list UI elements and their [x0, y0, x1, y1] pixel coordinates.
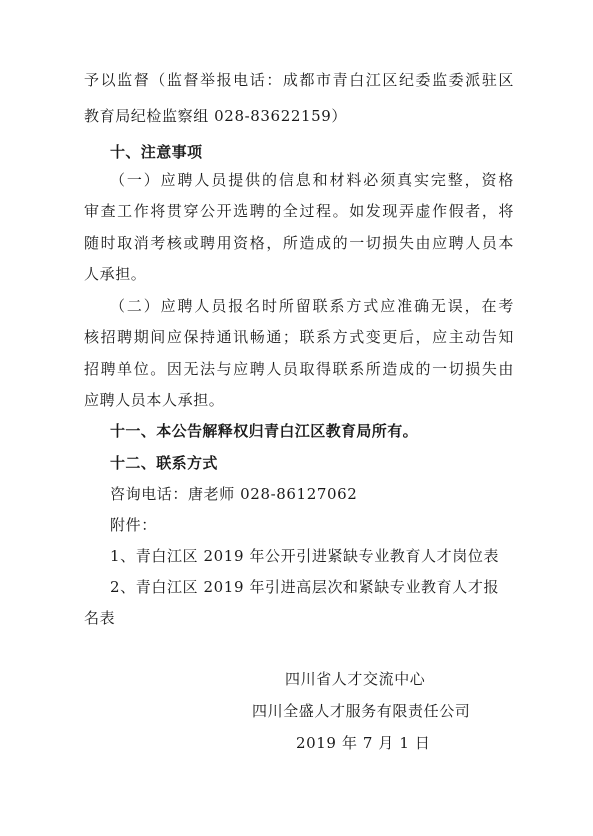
signature-org-2: 四川全盛人才服务有限责任公司 [252, 702, 471, 720]
paragraph-line: 随时取消考核或聘用资格，所造成的一切损失由应聘人员本 [84, 234, 514, 252]
contact-phone: 咨询电话：唐老师 028-86127062 [110, 485, 358, 503]
signature-date: 2019 年 7 月 1 日 [296, 734, 431, 752]
paragraph-line: 审查工作将贯穿公开选聘的全过程。如发现弄虚作假者，将 [84, 202, 514, 220]
attachment-item-1: 1、青白江区 2019 年公开引进紧缺专业教育人才岗位表 [110, 547, 500, 565]
paragraph-line: 应聘人员本人承担。 [84, 391, 225, 409]
section-heading-interpretation: 十一、本公告解释权归青白江区教育局所有。 [110, 422, 419, 440]
paragraph-line: 人承担。 [84, 265, 147, 283]
paragraph-line: 教育局纪检监察组 028-83622159） [84, 107, 348, 125]
section-heading-contact: 十二、联系方式 [110, 454, 218, 472]
attachments-label: 附件： [110, 516, 157, 534]
signature-org-1: 四川省人才交流中心 [285, 670, 426, 688]
paragraph-line: （二）应聘人员报名时所留联系方式应准确无误，在考 [110, 297, 514, 315]
paragraph-line: （一）应聘人员提供的信息和材料必须真实完整，资格 [110, 171, 514, 189]
section-heading-notes: 十、注意事项 [110, 143, 203, 161]
attachment-item-2: 2、青白江区 2019 年引进高层次和紧缺专业教育人才报 [110, 578, 500, 596]
paragraph-line: 予以监督（监督举报电话：成都市青白江区纪委监委派驻区 [84, 71, 514, 89]
paragraph-line: 核招聘期间应保持通讯畅通；联系方式变更后，应主动告知 [84, 328, 514, 346]
paragraph-line: 招聘单位。因无法与应聘人员取得联系所造成的一切损失由 [84, 360, 514, 378]
attachment-item-2-continued: 名表 [84, 609, 116, 627]
